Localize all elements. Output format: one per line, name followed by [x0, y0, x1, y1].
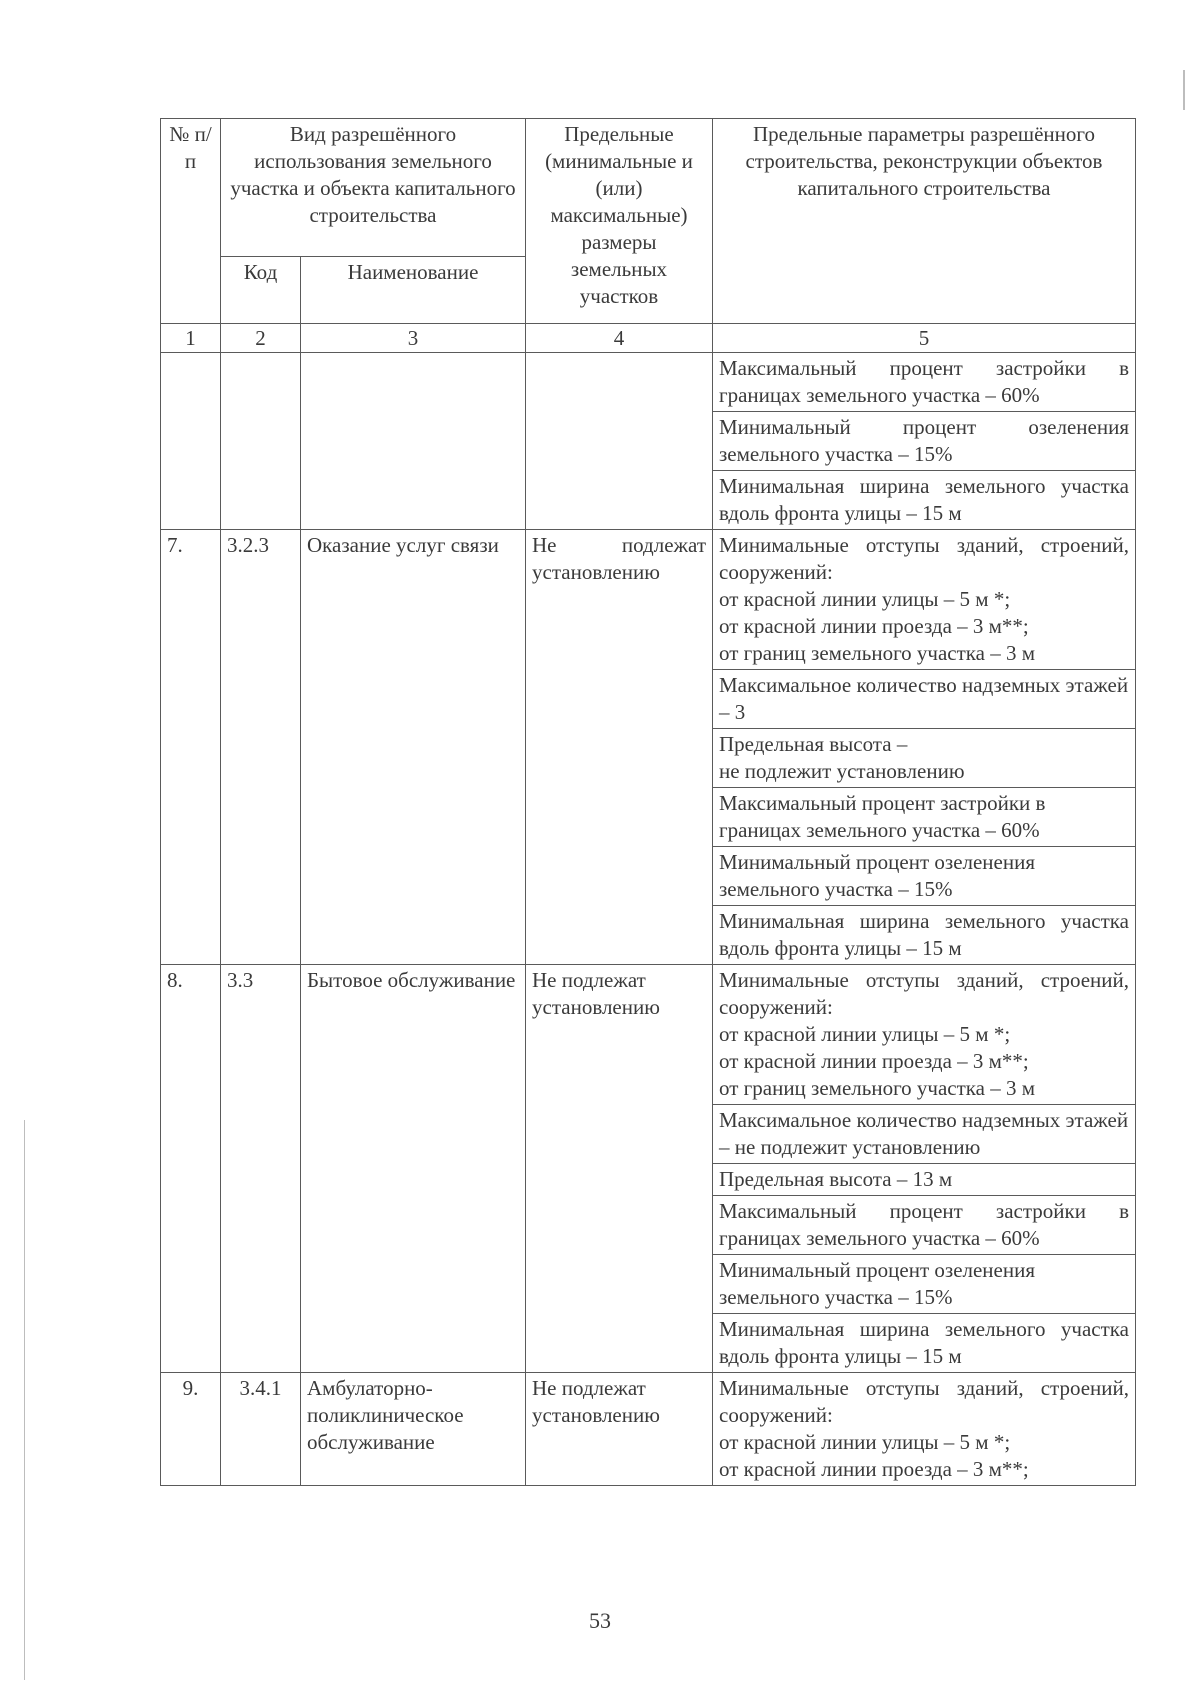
row-code — [221, 353, 301, 530]
row-size — [526, 353, 713, 530]
param-cell: Минимальные отступы зданий, строений, сооружений: от красной линии улицы – 5 м *; от красной линии проезда – 3 м**; от границ земельного участка – 3 м — [713, 530, 1136, 670]
table-header-row — [161, 119, 1136, 257]
table-row — [161, 353, 1136, 412]
column-number: 2 — [221, 324, 301, 353]
scan-margin-line — [24, 1120, 25, 1680]
column-number-row — [161, 324, 1136, 353]
param-cell: Максимальное количество надземных этажей – 3 — [713, 670, 1136, 729]
row-name — [301, 353, 526, 530]
param-cell: Минимальный процент озеленения земельного участка – 15% — [713, 847, 1136, 906]
header-use-group: Вид разрешённого использования земельного участка и объекта капитального строительства — [221, 119, 526, 257]
param-cell: Минимальный процент озеленения земельного участка – 15% — [713, 1255, 1136, 1314]
row-num: 7. — [161, 530, 221, 965]
header-params: Предельные параметры разрешённого строительства, реконструкции объектов капитального строительства — [713, 119, 1136, 324]
table-row — [161, 1373, 1136, 1486]
column-number: 3 — [301, 324, 526, 353]
param-cell: Минимальная ширина земельного участка вдоль фронта улицы – 15 м — [713, 906, 1136, 965]
param-cell: Минимальная ширина земельного участка вдоль фронта улицы – 15 м — [713, 471, 1136, 530]
column-number: 4 — [526, 324, 713, 353]
param-cell: Минимальные отступы зданий, строений, сооружений: от красной линии улицы – 5 м *; от красной линии проезда – 3 м**; — [713, 1373, 1136, 1486]
row-size: Не подлежат установлению — [526, 965, 713, 1373]
header-size: Предельные (минимальные и (или) максимальные) размеры земельных участков — [526, 119, 713, 324]
param-cell: Минимальная ширина земельного участка вдоль фронта улицы – 15 м — [713, 1314, 1136, 1373]
row-size: Не подлежат установлению — [526, 1373, 713, 1486]
row-code: 3.2.3 — [221, 530, 301, 965]
row-num: 9. — [161, 1373, 221, 1486]
column-number: 5 — [713, 324, 1136, 353]
row-code: 3.3 — [221, 965, 301, 1373]
land-use-table — [160, 118, 1136, 1486]
table-row — [161, 530, 1136, 670]
row-name: Амбулаторно-поликлиническое обслуживание — [301, 1373, 526, 1486]
param-cell: Минимальный процент озеленения земельного участка – 15% — [713, 412, 1136, 471]
param-cell: Предельная высота – не подлежит установлению — [713, 729, 1136, 788]
row-num: 8. — [161, 965, 221, 1373]
param-cell: Максимальное количество надземных этажей – не подлежит установлению — [713, 1105, 1136, 1164]
row-code: 3.4.1 — [221, 1373, 301, 1486]
param-cell: Максимальный процент застройки в границах земельного участка – 60% — [713, 1196, 1136, 1255]
header-num: № п/п — [161, 119, 221, 324]
row-name: Бытовое обслуживание — [301, 965, 526, 1373]
param-cell: Максимальный процент застройки в границах земельного участка – 60% — [713, 353, 1136, 412]
param-cell: Предельная высота – 13 м — [713, 1164, 1136, 1196]
table-row — [161, 965, 1136, 1105]
column-number: 1 — [161, 324, 221, 353]
row-size: Не подлежат установлению — [526, 530, 713, 965]
header-name: Наименование — [301, 257, 526, 324]
row-num — [161, 353, 221, 530]
page-number: 53 — [589, 1608, 611, 1633]
header-code: Код — [221, 257, 301, 324]
scan-margin-line — [1183, 70, 1185, 110]
param-cell: Минимальные отступы зданий, строений, сооружений: от красной линии улицы – 5 м *; от красной линии проезда – 3 м**; от границ земельного участка – 3 м — [713, 965, 1136, 1105]
row-name: Оказание услуг связи — [301, 530, 526, 965]
param-cell: Максимальный процент застройки в границах земельного участка – 60% — [713, 788, 1136, 847]
